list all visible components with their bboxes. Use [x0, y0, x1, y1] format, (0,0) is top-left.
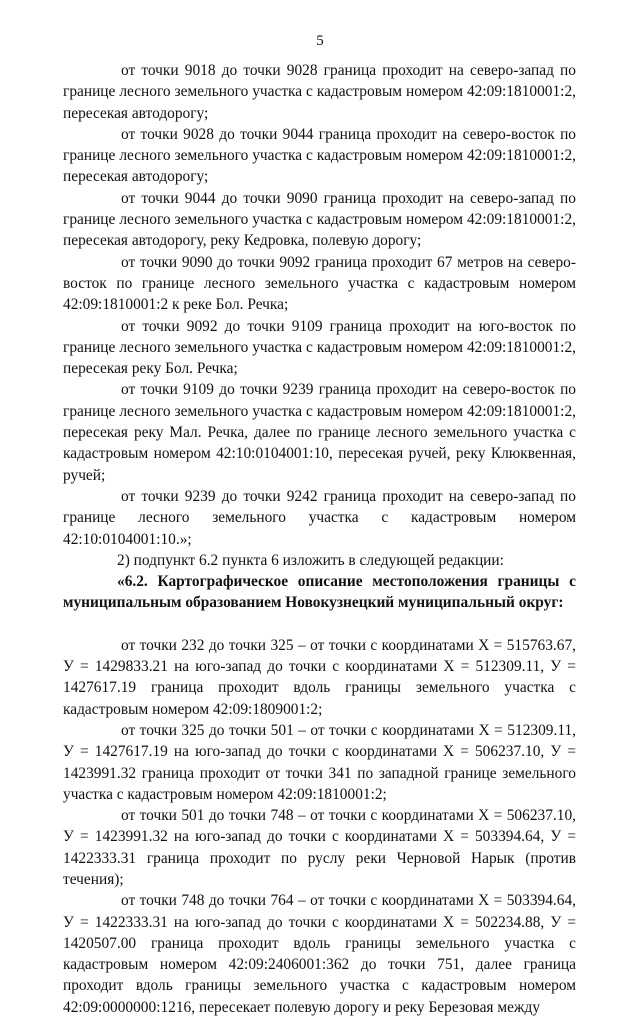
boundary-paragraph: от точки 9018 до точки 9028 граница проходит на северо-запад по границе лесного земельного участка с кадастровым номером 42:09:1810001:2, пересекая автодорогу;	[63, 62, 576, 122]
page-number: 5	[316, 33, 324, 49]
boundary-paragraph: от точки 9109 до точки 9239 граница проходит на северо-восток по границе лесного земельного участка с кадастровым номером 42:09:1810001:2, пересекая реку Мал. Речка, далее по границе лесного земельного участка с кадастровым номером 42:10:0104001:10, пересекая ручей, реку Клюквенная, ручей;	[63, 381, 576, 484]
coordinate-paragraph: от точки 325 до точки 501 – от точки с координатами X = 512309.11, У = 1427617.19 на юго-запад до точки с координатами X = 506237.10, У = 1423991.32 граница проходит от точки 341 по западной границе земельного участка с кадастровым номером 42:09:1810001:2;	[63, 721, 576, 803]
boundary-paragraph: от точки 9044 до точки 9090 граница проходит на северо-запад по границе лесного земельного участка с кадастровым номером 42:09:1810001:2, пересекая автодорогу, реку Кедровка, полевую дорогу;	[63, 189, 576, 250]
boundary-paragraph: от точки 9239 до точки 9242 граница проходит на северо-запад по границе лесного земельного участка с кадастровым номером 42:10:0104001:10.»;	[63, 487, 576, 548]
boundary-paragraph: от точки 9028 до точки 9044 граница проходит на северо-восток по границе лесного земельного участка с кадастровым номером 42:09:1810001:2, пересекая автодорогу;	[63, 125, 576, 186]
coordinate-paragraph: от точки 748 до точки 764 – от точки с координатами X = 503394.64, У = 1422333.31 на юго-запад до точки с координатами X = 502234.88, У = 1420507.00 граница проходит вдоль границы земельного участка с кадастровым номером 42:09:2406001:362 до точки 751, далее граница проходит вдоль границы земельного участка с кадастровым номером 42:09:0000000:1216, пересекает полевую дорогу и реку Березовая между	[63, 892, 576, 1016]
boundary-paragraph: от точки 9092 до точки 9109 граница проходит на юго-восток по границе лесного земельного участка с кадастровым номером 42:09:1810001:2, пересекая реку Бол. Речка;	[63, 317, 576, 378]
document-body	[63, 60, 576, 1018]
section-heading: «6.2. Картографическое описание местоположения границы с муниципальным образованием Новокузнецкий муниципальный округ:	[63, 573, 576, 612]
coordinate-paragraph: от точки 501 до точки 748 – от точки с координатами X = 506237.10, У = 1423991.32 на юго-запад до точки с координатами X = 503394.64, У = 1422333.31 граница проходит по руслу реки Черновой Нарык (против течения);	[63, 807, 576, 888]
coordinate-paragraph: от точки 232 до точки 325 – от точки с координатами X = 515763.67, У = 1429833.21 на юго-запад до точки с координатами X = 512309.11, У = 1427617.19 граница проходит вдоль границы земельного участка с кадастровым номером 42:09:1809001:2;	[63, 636, 576, 718]
boundary-paragraph: от точки 9090 до точки 9092 граница проходит 67 метров на северо-восток по границе лесного земельного участка с кадастровым номером 42:09:1810001:2 к реке Бол. Речка;	[63, 253, 576, 314]
amendment-paragraph: 2) подпункт 6.2 пункта 6 изложить в следующей редакции:	[117, 551, 504, 569]
